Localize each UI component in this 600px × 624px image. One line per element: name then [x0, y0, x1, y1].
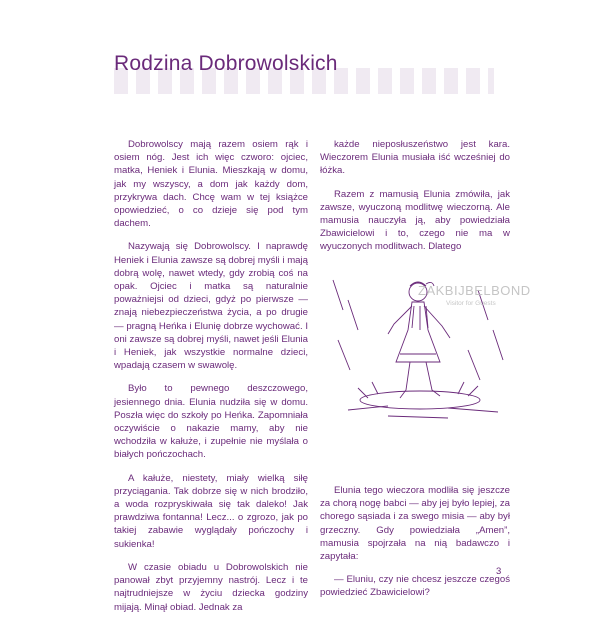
right-column-top — [320, 138, 510, 264]
faint-bleedthrough — [114, 68, 494, 94]
right-column-bottom — [320, 484, 510, 610]
girl-in-rain-illustration — [328, 250, 508, 430]
paragraph: — Eluniu, czy nie chcesz jeszcze czegoś powiedzieć Zbawicielowi? — [320, 574, 510, 599]
left-column — [114, 138, 308, 624]
paragraph: Elunia tego wieczora modliła się jeszcze za chorą nogę babci — aby jej było lepiej, za chorego sąsiada i za swego misia — aby był grzeczny. Gdy powiedziała „Amen”, mamusia spojrzała na nią badawczo i zapytała: — [320, 485, 510, 563]
paragraph: Razem z mamusią Elunia zmówiła, jak zawsze, wyuczoną modlitwę wieczorną. Ale mamusia nauczyła ją, aby powiedziała Zbawicielowi i to, czego nie ma w wyuczonych modlitwach. Dlatego — [320, 188, 510, 253]
page-number: 3 — [496, 566, 502, 577]
watermark: ZAKBIJBELBOND — [418, 283, 531, 298]
paragraph: każde nieposłuszeństwo jest kara. Wieczorem Elunia musiała iść wcześniej do łóżka. — [320, 139, 510, 177]
paragraph: W czasie obiadu u Dobrowolskich nie panował zbyt przyjemny nastrój. Lecz i te najtrudniejsze w życiu dziecka godziny mijają. Minął obiad. Jednak za — [114, 561, 308, 613]
page-title: Rodzina Dobrowolskich — [114, 52, 338, 76]
paragraph: A kałuże, niestety, miały wielką siłę przyciągania. Tak dobrze się w nich brodziło, a woda rozpryskiwała się tak daleko! Jak prawdziwa fontanna! Lecz... o zgrozo, jak po takiej zabawie wyglądały pończochy i sukienka! — [114, 472, 308, 550]
paragraph: Nazywają się Dobrowolscy. I naprawdę Heniek i Elunia zawsze są dobrej myśli i mają dobrą wolę, nawet wtedy, gdy zrobią coś na opak. Ojciec i matka są naturalnie poważniejsi od dzieci, gdyż po pierwsze — znają niebezpieczeństwa życia, a po drugie — pragną Heńka i Elunię dobrze wychować. I oni zawsze są dobrej myśli, nawet jeśli Elunia i Heniek, jak wszystkie normalne dzieci, wpadają czasem w swawolę. — [114, 241, 308, 372]
paragraph: Dobrowolscy mają razem osiem rąk i osiem nóg. Jest ich więc czworo: ojciec, matka, Heniek i Elunia. Mieszkają w domu, jak my wszyscy, a dom jak każdy dom, przykrywa dach. Chcę wam w tej książce opowiedzieć, o co dzieje się pod tym dachem. — [114, 139, 308, 230]
watermark-sub: Visitor for Guests — [446, 300, 496, 307]
paragraph: Było to pewnego deszczowego, jesiennego dnia. Elunia nudziła się w domu. Poszła więc do szkoły po Heńka. Zapomniała oczywiście o nakazie mamy, aby nie wchodziła w kałuże, i zupełnie nie myślała o białych pończochach. — [114, 383, 308, 461]
